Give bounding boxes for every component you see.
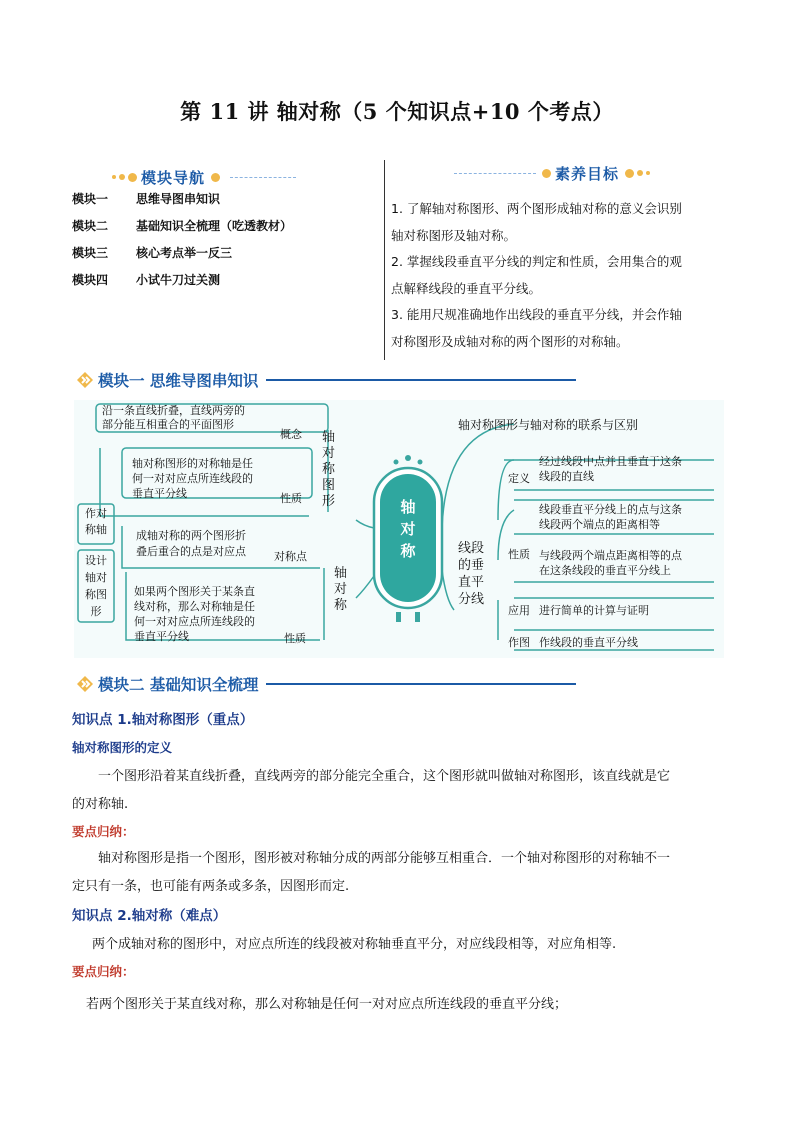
decor-dots [211,173,220,182]
prop1-label: 性质 [280,492,302,505]
decor-dots [112,173,137,182]
draw-text: 作线段的垂直平分线 [539,636,638,649]
kp1-note-label: 要点归纳： [72,824,135,839]
divider [266,379,576,381]
concept-label: 概念 [280,428,302,441]
kp2-para1: 两个成轴对称的图形中，对应点所连的线段被对称轴垂直平分，对应线段相等，对应角相等. [92,937,617,952]
kp2-title: 知识点 2.轴对称（难点） [72,908,227,924]
draw-label: 作图 [508,636,530,649]
decor-dots [625,169,650,178]
divider [454,173,536,174]
module-nav-list [72,190,372,298]
prop2-label: 性质 [284,632,306,645]
list-item: 模块三 核心考点举一反三 [72,246,233,260]
prop3-label: 性质 [508,548,530,561]
prop2-text: 如果两个图形关于某条直 线对称，那么对称轴是任 何一对对应点所连线段的 垂直平分线 [134,585,255,643]
mind-map [74,400,724,658]
list-item: 模块二 基础知识全梳理（吃透教材） [72,219,293,233]
app-text: 进行简单的计算与证明 [539,604,649,617]
branch-perp-bisector: 线段的垂直平分线 [458,541,485,607]
module2-title: 模块二 基础知识全梳理 [98,676,259,694]
kp1-para2: 轴对称图形是指一个图形，图形被对称轴分成的两部分能够互相重合．一个轴对称图形的对称轴不一 [98,851,671,866]
module1-heading [76,368,576,392]
def-text: 经过线段中点并且垂直于这条 线段的直线 [539,455,682,483]
kp1-title: 知识点 1.轴对称图形（重点） [72,712,254,728]
goals-heading [454,162,654,184]
app-label: 应用 [508,604,530,617]
page-title: 第 11 讲 轴对称（5 个知识点+10 个考点） [180,99,614,124]
goals-text: 1. 了解轴对称图形、两个图形成轴对称的意义会识别 轴对称图形及轴对称。 2. 掌握线段垂直平分线的判定和性质，会用集合的观 点解释线段的垂直平分线。 3. 能用尺规准确地作出线段的垂直平分线，并会作轴 对称图形及成轴对称的两个图形的对称轴。 [391,201,682,349]
module2-heading [76,672,576,696]
diamond-chevron-icon [76,371,94,389]
kp1-subtitle: 轴对称图形的定义 [72,740,173,755]
relation-text: 轴对称图形与轴对称的联系与区别 [458,418,639,432]
side-make-axis: 作对称轴 [85,507,107,536]
corr-text: 成轴对称的两个图形折 叠后重合的点是对应点 [136,529,246,558]
kp2-para2: 若两个图形关于某直线对称，那么对称轴是任何一对对应点所连线段的垂直平分线； [86,997,568,1012]
column-divider [384,160,385,360]
prop3-text-b: 与线段两个端点距离相等的点 在这条线段的垂直平分线上 [539,549,682,577]
branch-axis-sym: 轴对称 [334,566,348,613]
module-nav-heading [112,166,302,188]
concept-text: 沿一条直线折叠，直线两旁的 部分能互相重合的平面图形 [102,404,245,431]
kp1-para1: 一个图形沿着某直线折叠，直线两旁的部分能完全重合，这个图形就叫做轴对称图形，该直线就是它 [98,769,671,784]
divider [230,177,296,178]
prop1-text: 轴对称图形的对称轴是任 何一对对应点所连线段的 垂直平分线 [132,457,253,500]
decor-dots [542,169,551,178]
mind-map-center: 轴对称 [400,498,416,560]
kp1-para2-end: 定只有一条，也可能有两条或多条，因图形而定. [72,879,350,894]
def-label: 定义 [508,472,530,485]
branch-axis-figure: 轴对称图形 [322,430,336,509]
corr-label: 对称点 [274,550,307,563]
prop3-text-a: 线段垂直平分线上的点与这条 线段两个端点的距离相等 [539,503,682,531]
side-design: 设计轴对称图形 [85,554,107,618]
kp1-para1-end: 的对称轴. [72,797,129,812]
goals-title: 素养目标 [554,164,619,183]
module-nav-title: 模块导航 [141,168,206,187]
module1-title: 模块一 思维导图串知识 [98,372,259,390]
kp2-note-label: 要点归纳： [72,964,135,979]
divider [266,683,576,685]
list-item: 模块一 思维导图串知识 [72,192,221,206]
list-item: 模块四 小试牛刀过关测 [72,273,221,287]
diamond-chevron-icon [76,675,94,693]
